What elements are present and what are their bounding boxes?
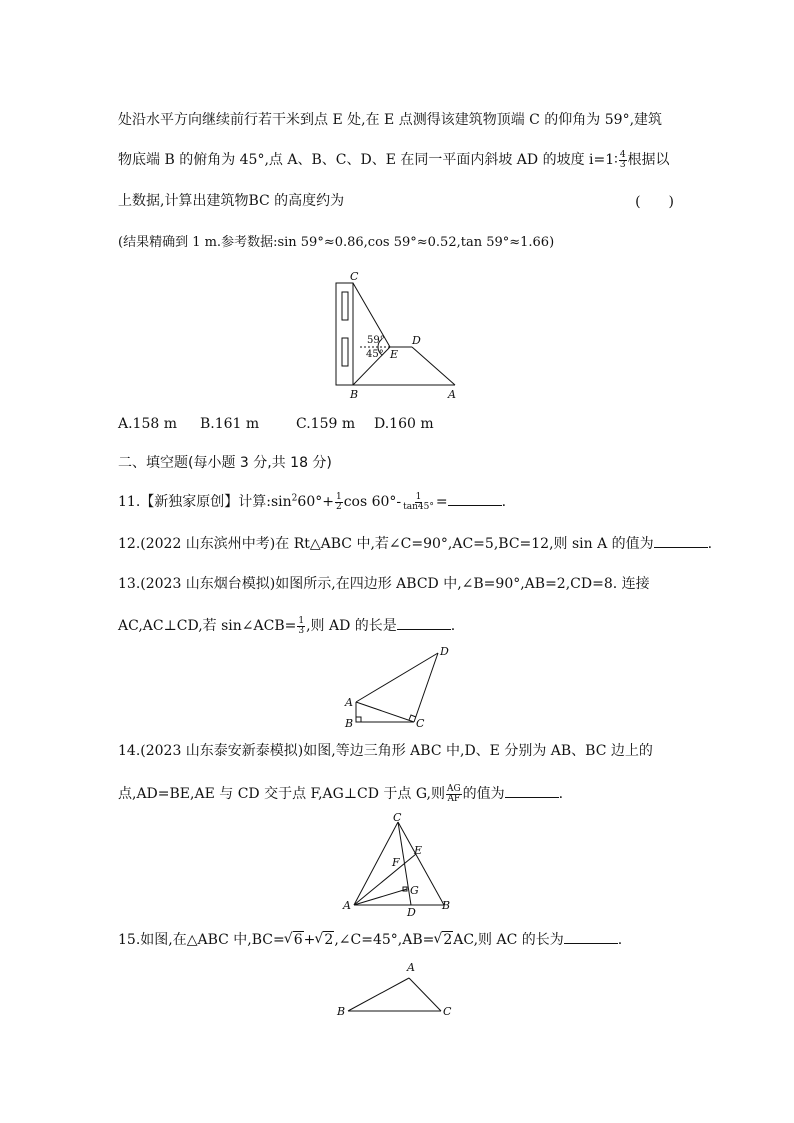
q13-line-2-b: ,则 AD 的长是 xyxy=(306,618,397,634)
q11-suffix: = xyxy=(435,494,448,510)
q15-text-b: ,∠C=45°,AB= xyxy=(334,932,435,948)
q13-label-A: A xyxy=(345,696,353,709)
q14-label-E: E xyxy=(414,844,423,857)
q14-line-AG xyxy=(354,889,407,905)
q10-option-b: B.161 m xyxy=(200,416,260,432)
q15-line xyxy=(118,930,622,950)
q12-end: . xyxy=(707,536,713,552)
q10-answer-paren: ( ) xyxy=(635,194,674,210)
q15-text-c: AC,则 AC 的长为 xyxy=(453,932,564,948)
q14-line-2-a: 点,AD=BE,AE 与 CD 交于点 F,AG⊥CD 于点 G,则 xyxy=(118,786,445,802)
q11-frac1-den: 2 xyxy=(335,501,342,512)
q10-slope-den: 3 xyxy=(619,159,626,170)
q11-end: . xyxy=(501,494,507,510)
q13-label-B: B xyxy=(345,717,354,730)
q10-note: (结果精确到 1 m.参考数据:sin 59°≈0.86,cos 59°≈0.52,tan 59°≈1.66) xyxy=(118,235,555,250)
q10-line-2-text-b: 根据以 xyxy=(627,152,670,168)
q14-line-2 xyxy=(118,784,563,804)
q10-line-DA xyxy=(412,347,455,385)
q14-label-D: D xyxy=(407,906,416,919)
q10-line-1: 处沿水平方向继续前行若干米到点 E 处,在 E 点测得该建筑物顶端 C 的仰角为 59°,建筑 xyxy=(118,112,663,128)
q15-text-a: 15.如图,在△ABC 中,BC= xyxy=(118,932,285,948)
q15-label-C: C xyxy=(443,1005,452,1018)
q15-rad-3: 2 xyxy=(443,932,453,948)
q15-line-AC xyxy=(409,978,441,1011)
q15-sqrt-3 xyxy=(434,930,453,950)
q10-window-top xyxy=(342,292,348,320)
q11-fraction-2 xyxy=(402,493,435,512)
q10-figure xyxy=(320,268,480,403)
q13-end: . xyxy=(450,618,456,634)
q14-label-A: A xyxy=(343,899,351,912)
q15-end: . xyxy=(617,932,623,948)
q11-mid2: cos 60°- xyxy=(343,494,402,510)
q10-option-d: D.160 m xyxy=(374,416,434,432)
q11-line xyxy=(118,492,506,512)
q15-label-B: B xyxy=(337,1005,346,1018)
q13-answer-blank[interactable] xyxy=(397,616,451,630)
q10-label-E: E xyxy=(390,348,399,361)
q11-answer-blank[interactable] xyxy=(448,492,502,506)
q10-label-B: B xyxy=(350,388,359,401)
q13-fraction xyxy=(297,617,305,636)
q10-slope-num: 4 xyxy=(619,149,626,160)
q15-figure xyxy=(334,958,464,1020)
q10-line-2 xyxy=(118,150,670,170)
q12-text: 12.(2022 山东滨州中考)在 Rt△ABC 中,若∠C=90°,AC=5,BC=12,则 sin A 的值为 xyxy=(118,536,654,552)
q10-building xyxy=(336,283,353,385)
q12-answer-blank[interactable] xyxy=(654,534,708,548)
q11-sup: 2 xyxy=(291,493,298,504)
q10-line-2-text-a: 物底端 B 的俯角为 45°,点 A、B、C、D、E 在同一平面内斜坡 AD 的坡度 i=1∶ xyxy=(118,152,618,168)
q12-line xyxy=(118,534,712,554)
q14-line-1: 14.(2023 山东泰安新泰模拟)如图,等边三角形 ABC 中,D、E 分别为 AB、BC 边上的 xyxy=(118,743,653,759)
q13-label-C: C xyxy=(416,717,425,730)
q15-rad-2: 2 xyxy=(324,932,334,948)
q15-sqrt-2 xyxy=(315,930,334,950)
q13-right-angle-B xyxy=(356,717,361,722)
q14-label-C: C xyxy=(393,811,402,824)
q10-option-a: A.158 m xyxy=(118,416,178,432)
q13-line-CD xyxy=(414,653,438,722)
q11-frac1-num: 1 xyxy=(335,491,342,502)
q14-frac-den: AF xyxy=(447,793,461,804)
q13-line-2 xyxy=(118,616,455,636)
q14-label-G: G xyxy=(410,884,419,897)
q14-label-B: B xyxy=(442,899,451,912)
q15-rad-1: 6 xyxy=(293,932,303,948)
q15-line-BA xyxy=(348,978,409,1011)
q13-figure xyxy=(340,645,460,730)
q10-label-A: A xyxy=(448,388,456,401)
q10-label-D: D xyxy=(412,334,421,347)
q10-angle-45: 45° xyxy=(366,349,384,360)
q11-frac2-num: 1 xyxy=(415,491,422,502)
q14-end: . xyxy=(558,786,564,802)
q10-angle-59: 59° xyxy=(367,335,385,346)
q11-fraction-1 xyxy=(335,493,343,512)
q14-fraction xyxy=(446,785,462,804)
q13-line-1: 13.(2023 山东烟台模拟)如图所示,在四边形 ABCD 中,∠B=90°,AB=2,CD=8. 连接 xyxy=(118,576,650,592)
q13-label-D: D xyxy=(440,645,449,658)
q10-option-c: C.159 m xyxy=(296,416,356,432)
q13-line-2-a: AC,AC⊥CD,若 sin∠ACB= xyxy=(118,618,297,634)
q13-line-AC xyxy=(356,702,414,722)
q13-line-AD xyxy=(356,653,438,702)
q14-line-2-b: 的值为 xyxy=(462,786,505,802)
q10-window-bottom xyxy=(342,338,348,366)
q14-answer-blank[interactable] xyxy=(505,784,559,798)
q13-frac-num: 1 xyxy=(298,615,305,626)
q14-label-F: F xyxy=(392,856,400,869)
q11-mid1: 60°+ xyxy=(297,494,334,510)
q15-plus: + xyxy=(303,932,316,948)
q14-figure xyxy=(340,812,460,920)
q13-frac-den: 3 xyxy=(298,625,305,636)
q15-sqrt-1 xyxy=(285,930,304,950)
q15-label-A: A xyxy=(407,961,415,974)
q15-answer-blank[interactable] xyxy=(564,930,618,944)
q10-label-C: C xyxy=(350,270,359,283)
q11-frac2-den: tan45° xyxy=(403,501,434,512)
q10-line-3: 上数据,计算出建筑物BC 的高度约为 xyxy=(118,193,345,209)
q11-prefix: 11.【新独家原创】计算:sin xyxy=(118,494,292,510)
section-title-fill-in: 二、填空题(每小题 3 分,共 18 分) xyxy=(118,455,332,471)
q10-slope-fraction xyxy=(619,151,627,170)
q14-frac-num: AG xyxy=(446,783,461,794)
